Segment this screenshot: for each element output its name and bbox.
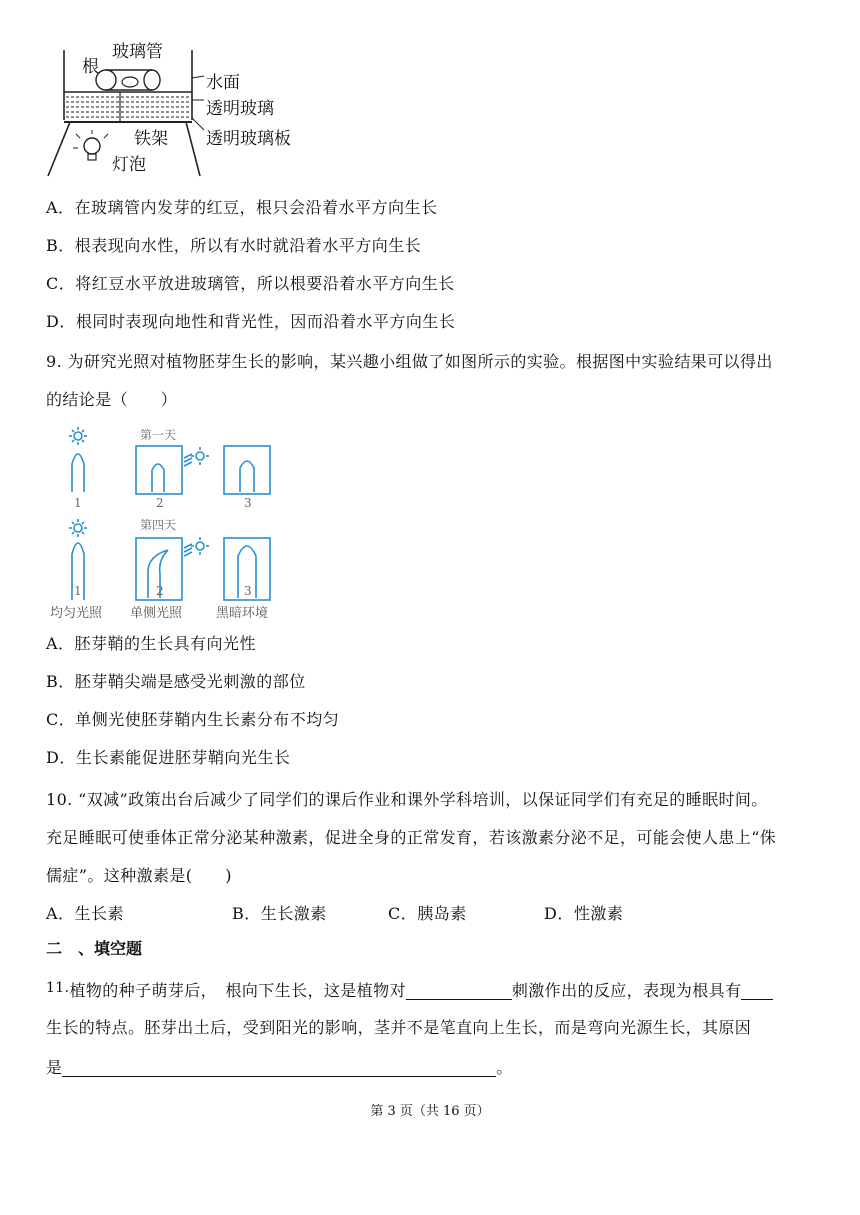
q11-line1 bbox=[46, 976, 773, 1003]
q10-option-a: A．生长素 bbox=[46, 904, 125, 923]
q11-number: 11. bbox=[46, 980, 70, 996]
q11-blank-2[interactable] bbox=[741, 981, 773, 1000]
label-transparent-glass: 透明玻璃 bbox=[206, 99, 274, 119]
sun-icon bbox=[191, 537, 209, 555]
label-bulb: 灯泡 bbox=[112, 155, 146, 175]
q11-line3 bbox=[46, 1056, 513, 1080]
q9-stem-line1: 9. 为研究光照对植物胚芽生长的影响，某兴趣小组做了如图所示的实验。根据图中实验结果可以得出 bbox=[46, 352, 773, 371]
q11-text-part1: 植物的种子萌芽后， 根向下生长，这是植物对 bbox=[69, 981, 406, 1000]
label-dark-environment: 黑暗环境 bbox=[216, 606, 269, 621]
label-n3-top: 3 bbox=[244, 496, 252, 510]
q8-option-d: D．根同时表现向地性和背光性，因而沿着水平方向生长 bbox=[46, 312, 456, 331]
label-root: 根 bbox=[82, 57, 99, 77]
label-uniform-light: 均匀光照 bbox=[50, 606, 103, 621]
q11-text-part2: 刺激作出的反应，表现为根具有 bbox=[511, 981, 742, 1000]
q9-option-d: D．生长素能促进胚芽鞘向光生长 bbox=[46, 748, 291, 767]
q8-option-b: B．根表现向水性，所以有水时就沿着水平方向生长 bbox=[46, 236, 422, 255]
figure-coleoptile-experiment bbox=[44, 424, 284, 624]
q8-option-c: C．将红豆水平放进玻璃管，所以根要沿着水平方向生长 bbox=[46, 274, 455, 293]
section-title-fill-in: 二 、填空题 bbox=[46, 939, 143, 958]
label-n1-bottom: 1 bbox=[74, 584, 82, 598]
q10-stem-line2: 充足睡眠可使垂体正常分泌某种激素，促进全身的正常发育，若该激素分泌不足，可能会使人患上“侏 bbox=[46, 828, 777, 847]
q9-stem-line2: 的结论是（ ） bbox=[46, 390, 178, 409]
label-day1: 第一天 bbox=[140, 428, 177, 442]
q10-stem-line1: 10. “双减”政策出台后减少了同学们的课后作业和课外学科培训，以保证同学们有充足的睡眠时间。 bbox=[46, 790, 768, 809]
q8-option-a: A．在玻璃管内发芽的红豆，根只会沿着水平方向生长 bbox=[46, 198, 438, 217]
q10-stem-line3: 儒症”。这种激素是( ) bbox=[46, 866, 232, 885]
figure-apparatus bbox=[40, 40, 320, 180]
q11-line2: 生长的特点。胚芽出土后，受到阳光的影响，茎并不是笔直向上生长，而是弯向光源生长，其原因 bbox=[46, 1018, 752, 1037]
label-n3-bottom: 3 bbox=[244, 584, 252, 598]
label-unilateral-light: 单侧光照 bbox=[130, 606, 183, 621]
sun-icon bbox=[69, 519, 87, 537]
q10-option-b: B．生长激素 bbox=[232, 904, 327, 923]
label-water-surface: 水面 bbox=[206, 73, 240, 93]
label-iron-stand: 铁架 bbox=[134, 129, 168, 149]
q10-option-c: C．胰岛素 bbox=[388, 904, 467, 923]
q11-line3-end: 。 bbox=[496, 1058, 513, 1077]
label-n2-bottom: 2 bbox=[156, 584, 164, 598]
label-n1-top: 1 bbox=[74, 496, 82, 510]
label-glass-tube: 玻璃管 bbox=[112, 42, 163, 62]
label-n2-top: 2 bbox=[156, 496, 164, 510]
q11-line3-start: 是 bbox=[46, 1058, 63, 1077]
sun-icon bbox=[69, 427, 87, 445]
q9-option-a: A．胚芽鞘的生长具有向光性 bbox=[46, 634, 257, 653]
page-footer: 第 3 页（共 16 页） bbox=[370, 1104, 490, 1119]
q11-blank-1[interactable] bbox=[406, 981, 512, 1000]
label-day4: 第四天 bbox=[140, 518, 177, 532]
q11-blank-3[interactable] bbox=[62, 1058, 496, 1077]
label-transparent-glass-plate: 透明玻璃板 bbox=[206, 129, 291, 149]
sun-icon bbox=[191, 447, 209, 465]
q9-option-c: C．单侧光使胚芽鞘内生长素分布不均匀 bbox=[46, 710, 340, 729]
q9-option-b: B．胚芽鞘尖端是感受光刺激的部位 bbox=[46, 672, 306, 691]
q10-option-d: D．性激素 bbox=[544, 904, 624, 923]
